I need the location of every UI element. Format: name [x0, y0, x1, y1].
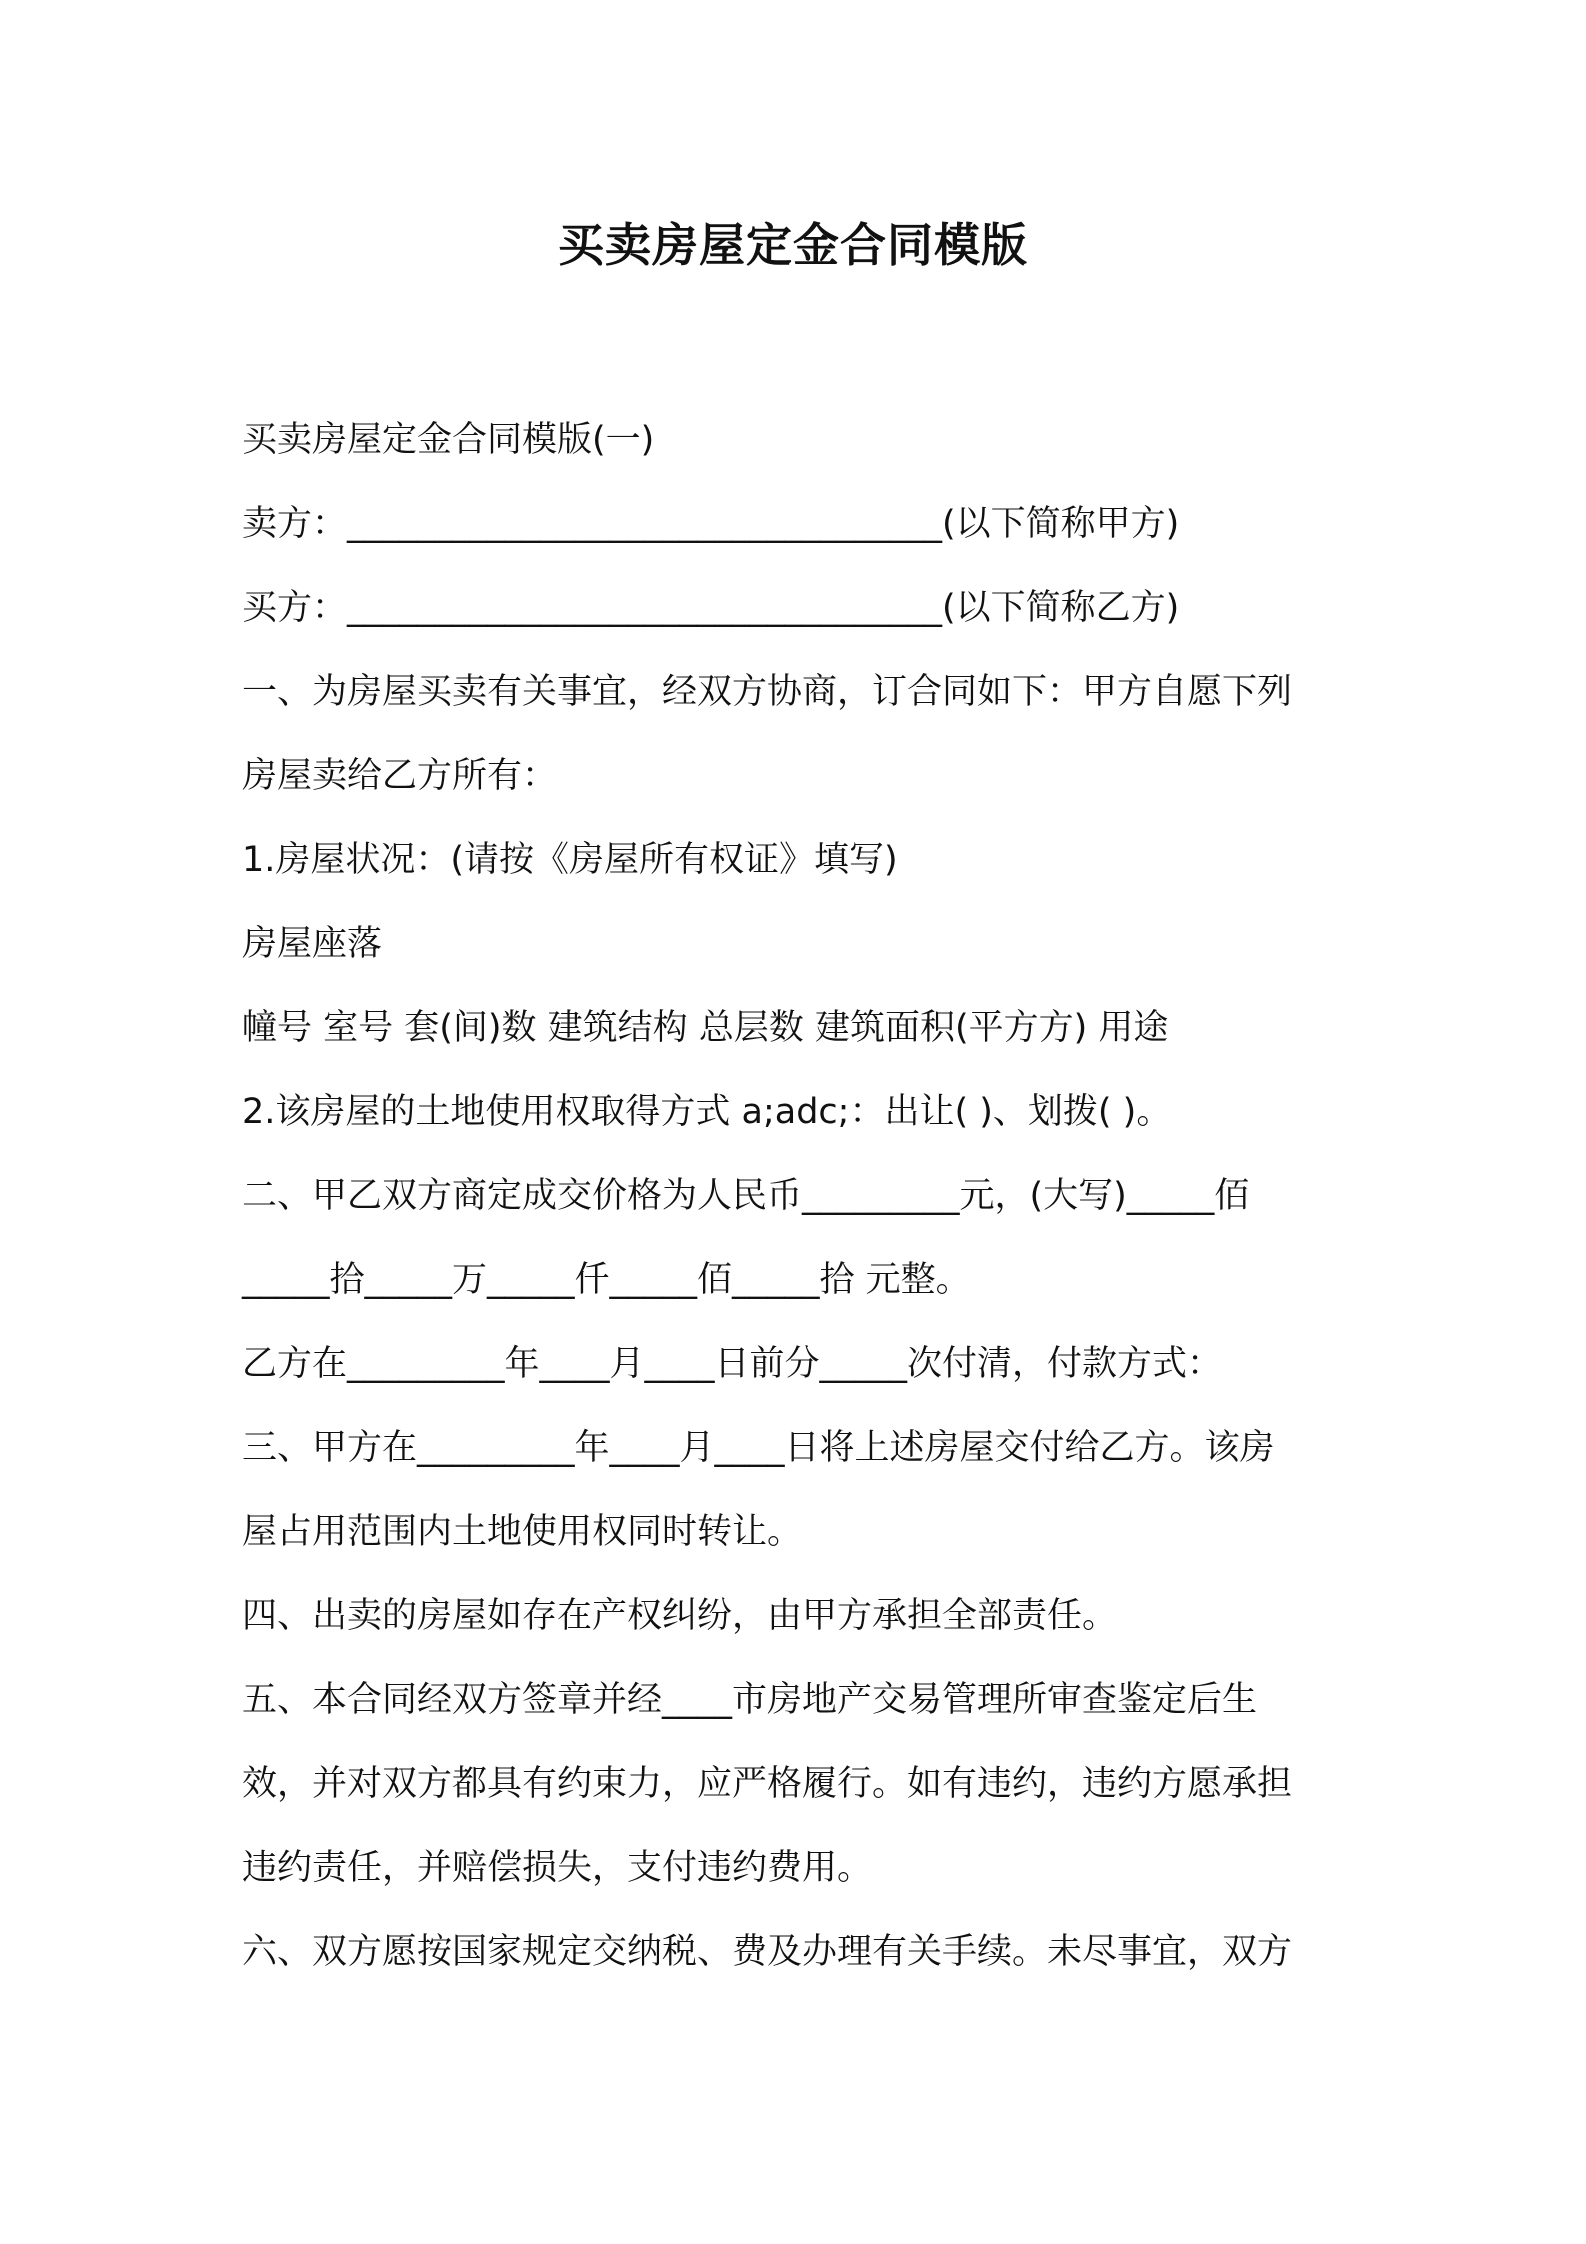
clause-3-line: 三、甲方在_________年____月____日将上述房屋交付给乙方。该房 [242, 1428, 1275, 1468]
buyer-line: 买方：__________________________________(以下简称乙方) [242, 588, 1180, 628]
house-status-line: 1.房屋状况：(请按《房屋所有权证》填写) [242, 840, 898, 880]
clause-4-line: 四、出卖的房屋如存在产权纠纷，由甲方承担全部责任。 [242, 1596, 1118, 1636]
clause-2-line-cont: _____拾_____万_____仟_____佰_____拾 元整。 [242, 1260, 971, 1300]
clause-5-line-cont-2: 违约责任，并赔偿损失，支付违约费用。 [242, 1848, 873, 1888]
payment-line: 乙方在_________年____月____日前分_____次付清，付款方式： [242, 1344, 1223, 1384]
house-fields-line: 幢号 室号 套(间)数 建筑结构 总层数 建筑面积(平方方) 用途 [242, 1008, 1169, 1048]
clause-1-line-cont: 房屋卖给乙方所有： [242, 756, 558, 796]
clause-1-line: 一、为房屋买卖有关事宜，经双方协商，订合同如下：甲方自愿下列 [242, 672, 1293, 712]
land-use-line: 2.该房屋的土地使用权取得方式 a;adc;：出让( )、划拨( )。 [242, 1092, 1172, 1132]
clause-5-line-cont: 效，并对双方都具有约束力，应严格履行。如有违约，违约方愿承担 [242, 1764, 1293, 1804]
house-location-line: 房屋座落 [242, 924, 383, 964]
clause-3-line-cont: 屋占用范围内土地使用权同时转让。 [242, 1512, 803, 1552]
document-title: 买卖房屋定金合同模版 [558, 218, 1028, 272]
clause-5-line: 五、本合同经双方签章并经____市房地产交易管理所审查鉴定后生 [242, 1680, 1258, 1720]
clause-6-line: 六、双方愿按国家规定交纳税、费及办理有关手续。未尽事宜，双方 [242, 1932, 1293, 1972]
subtitle-line: 买卖房屋定金合同模版(一) [242, 420, 655, 460]
seller-line: 卖方：__________________________________(以下简称甲方) [242, 504, 1180, 544]
clause-2-line: 二、甲乙双方商定成交价格为人民币_________元，(大写)_____佰 [242, 1176, 1250, 1216]
